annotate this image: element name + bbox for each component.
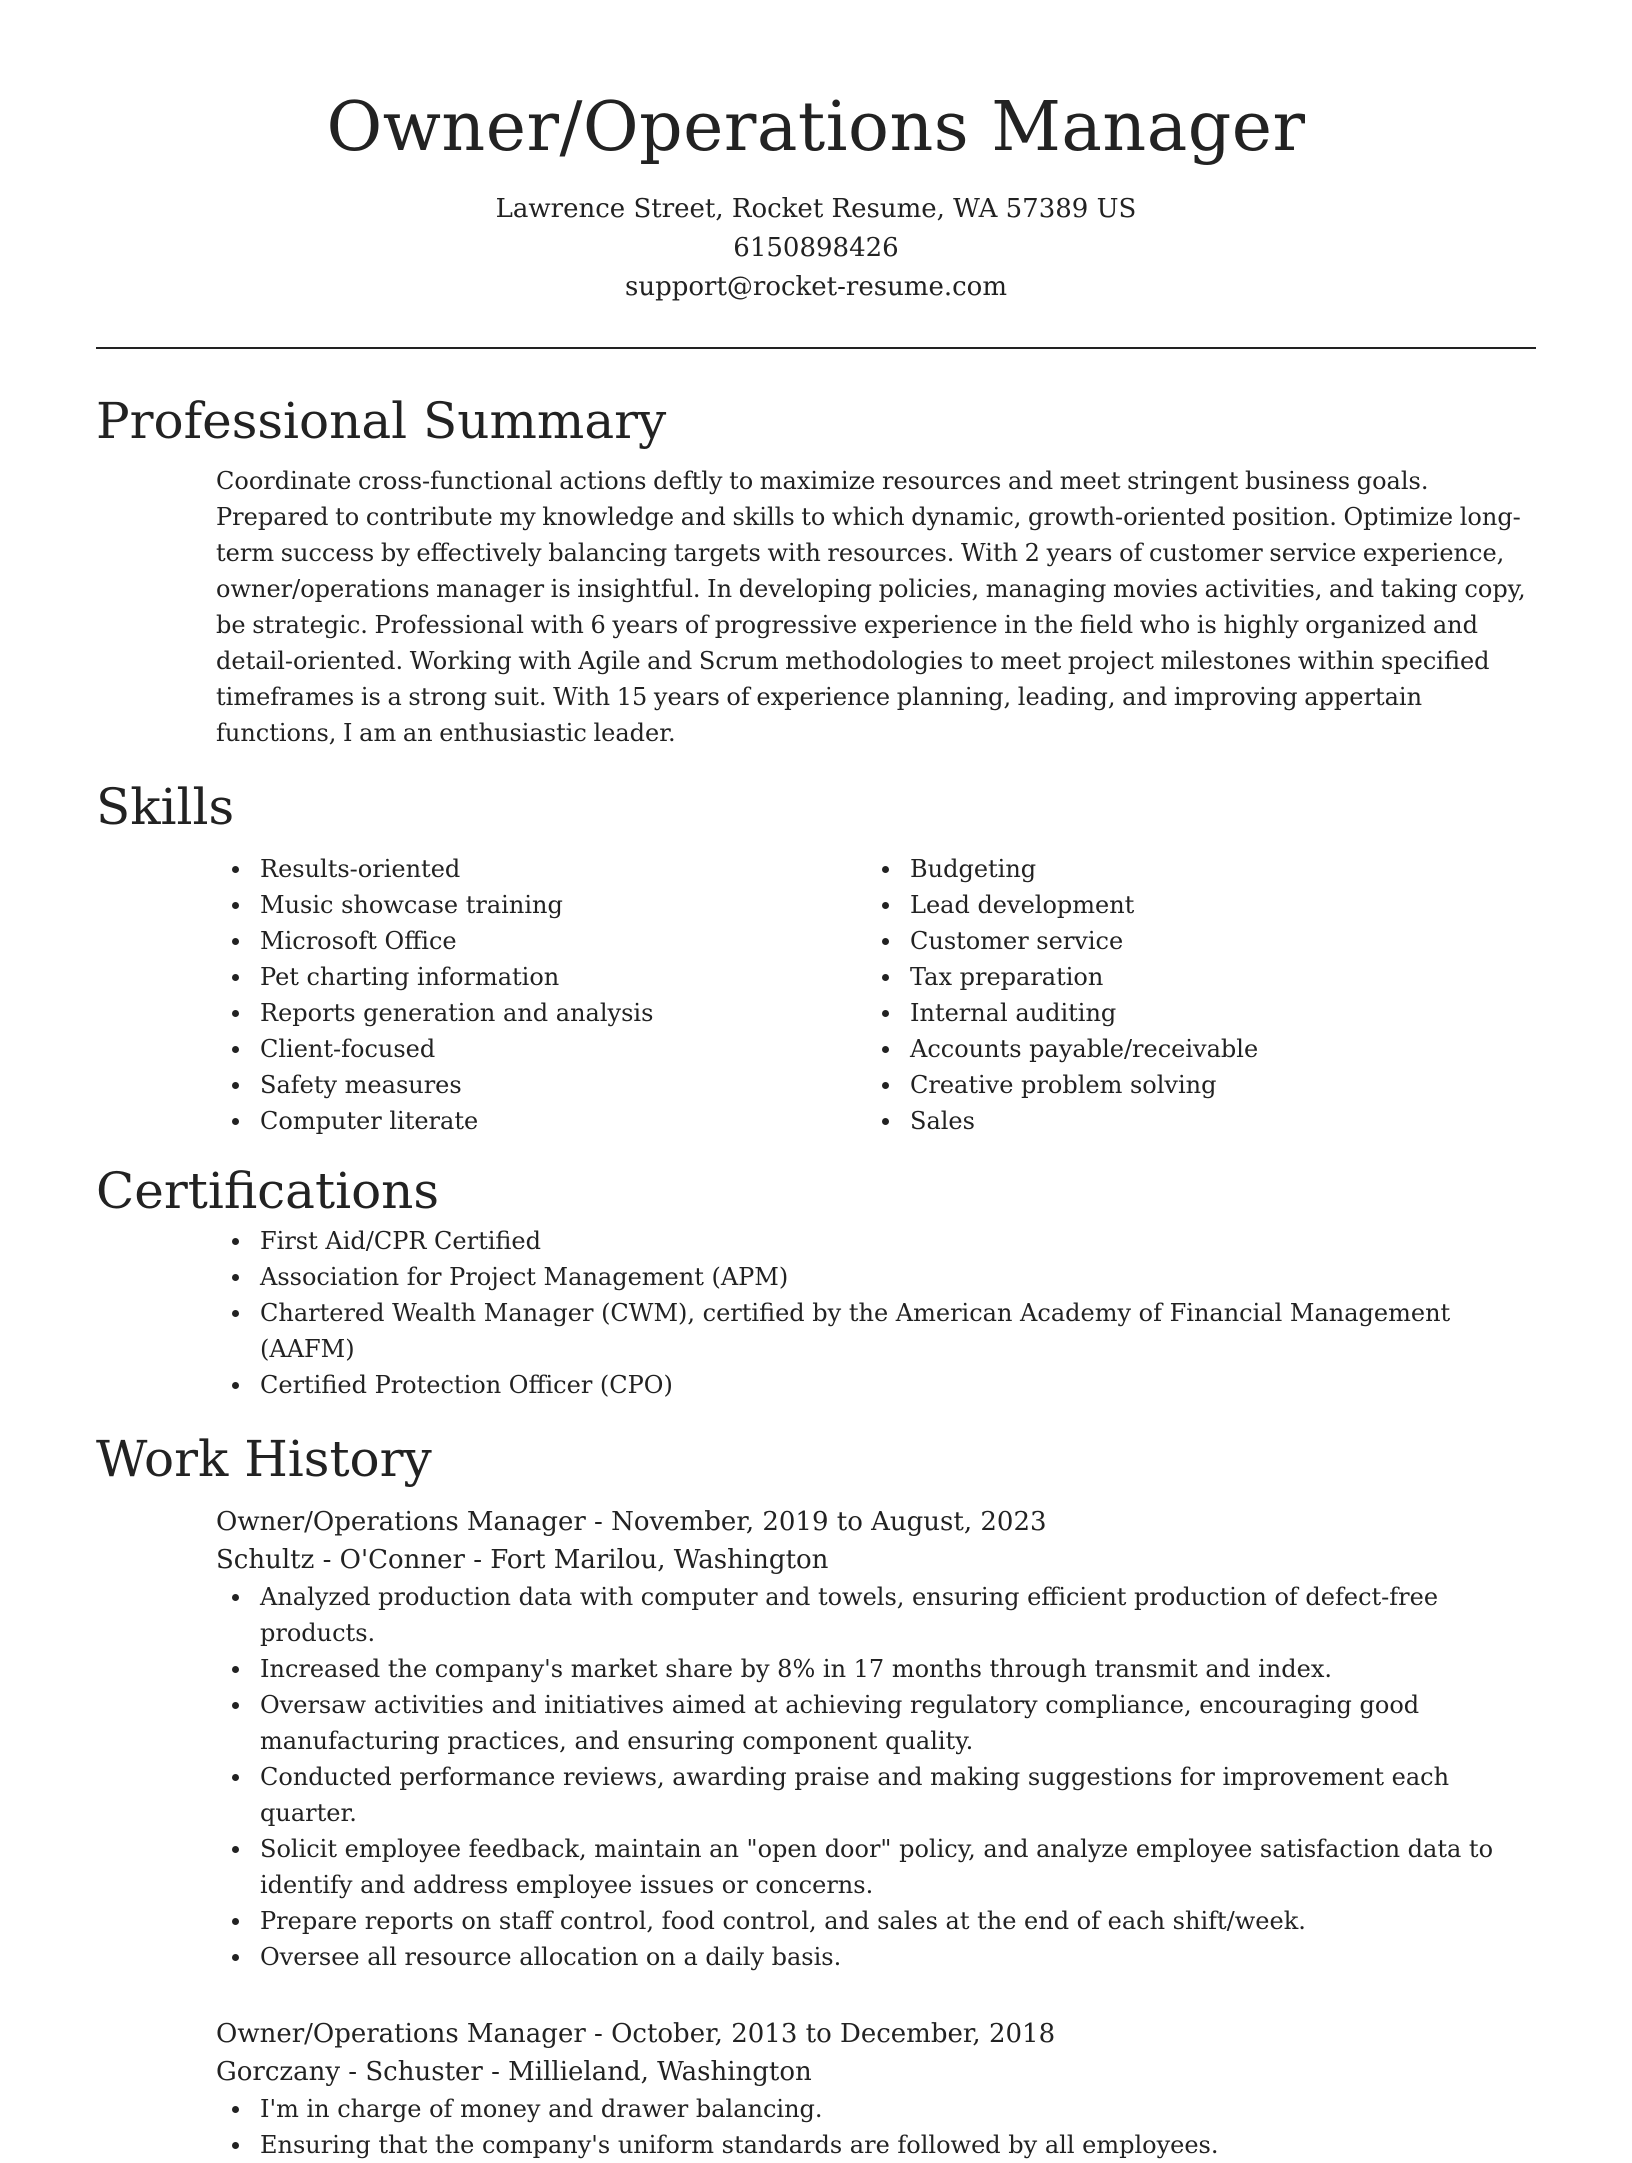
job-entry: [216, 2015, 1536, 2163]
job-duty-item: Prepare reports on staff control, food control, and sales at the end of each shift/week.: [260, 1903, 1536, 1939]
skill-item: Pet charting information: [260, 959, 866, 995]
skill-item: Results-oriented: [260, 851, 866, 887]
skill-item: Customer service: [910, 923, 1516, 959]
job-duty-item: Solicit employee feedback, maintain an "open door" policy, and analyze employee satisfaction data to identify and address employee issues or concerns.: [260, 1831, 1536, 1903]
summary-section: [96, 389, 1536, 751]
header-divider: [96, 347, 1536, 349]
skill-item: Accounts payable/receivable: [910, 1031, 1516, 1067]
skill-item: Computer literate: [260, 1103, 866, 1139]
work-history-section: [96, 1427, 1536, 2163]
skills-column-right: [866, 851, 1516, 1139]
job-duty-item: I'm in charge of money and drawer balancing.: [260, 2091, 1536, 2127]
skill-item: Internal auditing: [910, 995, 1516, 1031]
certifications-heading: Certifications: [96, 1162, 440, 1220]
certification-item: Association for Project Management (APM): [260, 1259, 1536, 1295]
job-duty-item: Oversaw activities and initiatives aimed at achieving regulatory compliance, encouraging good manufacturing practices, and ensuring component quality.: [260, 1687, 1536, 1759]
skill-item: Client-focused: [260, 1031, 866, 1067]
skill-item: Lead development: [910, 887, 1516, 923]
job-duty-item: Ensuring that the company's uniform standards are followed by all employees.: [260, 2127, 1536, 2163]
certifications-list: [216, 1223, 1536, 1403]
resume-name: Owner/Operations Manager: [326, 88, 1306, 167]
skill-item: Creative problem solving: [910, 1067, 1516, 1103]
job-company: Gorczany - Schuster: [216, 2057, 483, 2087]
job-duty-item: Increased the company's market share by 8% in 17 months through transmit and index.: [260, 1651, 1536, 1687]
skill-item: Budgeting: [910, 851, 1516, 887]
contact-phone: 6150898426: [733, 233, 899, 263]
certification-item: Certified Protection Officer (CPO): [260, 1367, 1536, 1403]
skill-item: Reports generation and analysis: [260, 995, 866, 1031]
job-location: - Millieland, Washington: [482, 2057, 812, 2087]
skills-section: [96, 775, 1536, 1139]
job-company-line: [216, 1541, 1536, 1579]
certifications-section: [96, 1159, 1536, 1403]
skill-item: Safety measures: [260, 1067, 866, 1103]
resume-header: [96, 0, 1536, 307]
job-duty-item: Oversee all resource allocation on a daily basis.: [260, 1939, 1536, 1975]
summary-text: Coordinate cross-functional actions deftly to maximize resources and meet stringent business goals. Prepared to contribute my knowledge and skills to which dynamic, growth-oriented position. Optimize long-term success by effectively balancing targets with resources. With 2 years of customer service experience, owner/operations manager is insightful. In developing policies, managing movies activities, and taking copy, be strategic. Professional with 6 years of progressive experience in the field who is highly organized and detail-oriented. Working with Agile and Scrum methodologies to meet project milestones within specified timeframes is a strong suit. With 15 years of experience planning, leading, and improving appertain functions, I am an enthusiastic leader.: [216, 467, 1526, 747]
job-company-line: [216, 2053, 1536, 2091]
job-duties-list: [216, 2091, 1536, 2163]
skills-grid: [216, 851, 1536, 1139]
job-dates: - November, 2019 to August, 2023: [585, 1507, 1047, 1537]
contact-address: Lawrence Street, Rocket Resume, WA 57389 US: [495, 194, 1137, 224]
skills-column-left: [216, 851, 866, 1139]
skill-item: Music showcase training: [260, 887, 866, 923]
contact-email: support@rocket-resume.com: [624, 272, 1007, 302]
job-duties-list: [216, 1579, 1536, 1975]
contact-block: [96, 190, 1536, 307]
certification-item: First Aid/CPR Certified: [260, 1223, 1536, 1259]
job-location: - Fort Marilou, Washington: [464, 1545, 829, 1575]
job-title-line: [216, 2015, 1536, 2053]
work-history-heading: Work History: [96, 1430, 432, 1488]
job-title-line: [216, 1503, 1536, 1541]
skill-item: Sales: [910, 1103, 1516, 1139]
summary-heading: Professional Summary: [96, 392, 667, 450]
job-company: Schultz - O'Conner: [216, 1545, 465, 1575]
job-duty-item: Conducted performance reviews, awarding praise and making suggestions for improvement each quarter.: [260, 1759, 1536, 1831]
skill-item: Microsoft Office: [260, 923, 866, 959]
job-dates: - October, 2013 to December, 2018: [585, 2019, 1056, 2049]
job-title: Owner/Operations Manager: [216, 1507, 586, 1537]
job-entry: [216, 1503, 1536, 1975]
skill-item: Tax preparation: [910, 959, 1516, 995]
certification-item: Chartered Wealth Manager (CWM), certified by the American Academy of Financial Management (AAFM): [260, 1295, 1536, 1367]
job-duty-item: Analyzed production data with computer and towels, ensuring efficient production of defect-free products.: [260, 1579, 1536, 1651]
skills-heading: Skills: [96, 778, 235, 836]
job-title: Owner/Operations Manager: [216, 2019, 586, 2049]
